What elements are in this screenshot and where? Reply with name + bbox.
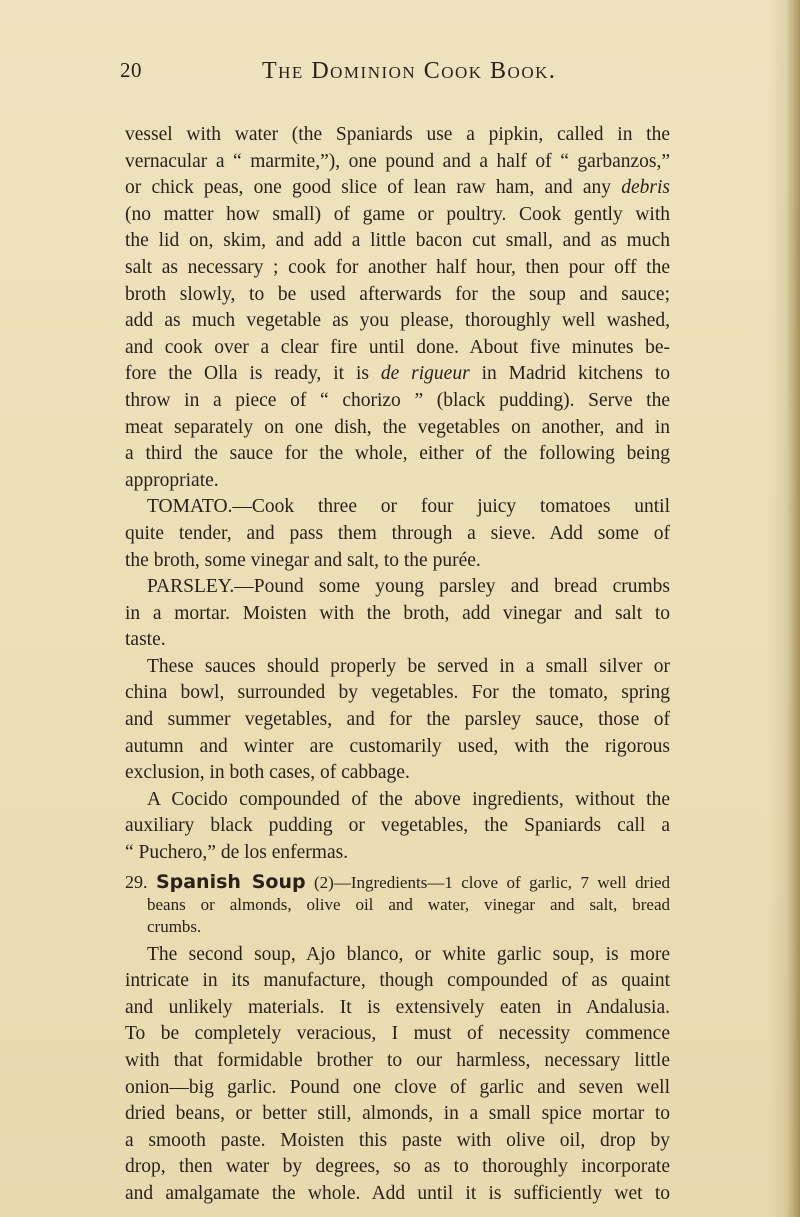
recipe-ingredients-first: (2)—Ingredients—1 clove of garlic, 7 well dried	[314, 872, 671, 892]
italic-term: debris	[621, 177, 670, 199]
text-line: a third the sauce for the whole, either of the following being	[125, 443, 670, 465]
page-edge-shadow	[786, 0, 800, 1217]
recipe-ingredients-line: crumbs.	[147, 916, 202, 936]
text-line: in a mortar. Moisten with the broth, add vinegar and salt to	[125, 602, 670, 624]
text-line: intricate in its manufacture, though compounded of as quaint	[125, 970, 670, 992]
text-line: china bowl, surrounded by vegetables. For the tomato, spring	[125, 682, 670, 704]
paragraph-serving	[125, 654, 670, 787]
recipe-ingredients-line: beans or almonds, olive oil and water, vinegar and salt, bread	[147, 894, 670, 914]
text-line: throw in a piece of “ chorizo ” (black pudding). Serve the	[125, 389, 670, 411]
paragraph-ajo-blanco	[125, 942, 670, 1208]
text-line: and summer vegetables, and for the parsley sauce, those of	[125, 709, 670, 731]
text-line: exclusion, in both cases, of cabbage.	[125, 762, 410, 784]
text-line: drop, then water by degrees, so as to thoroughly incorporate	[125, 1156, 670, 1178]
recipe-title: Spanish Soup	[155, 870, 306, 893]
text-line: PARSLEY.—Pound some young parsley and bread crumbs	[147, 576, 670, 598]
text-line: broth slowly, to be used afterwards for the soup and sauce;	[125, 283, 670, 305]
text-line: A Cocido compounded of the above ingredients, without the	[147, 788, 670, 810]
recipe-number: 29.	[125, 871, 148, 892]
text-line: and unlikely materials. It is extensively eaten in Andalusia.	[125, 996, 670, 1018]
running-header	[0, 58, 800, 98]
text-line: (no matter how small) of game or poultry. Cook gently with	[125, 203, 670, 225]
text-line: a smooth paste. Moisten this paste with olive oil, drop by	[125, 1129, 670, 1151]
text-line: dried beans, or better still, almonds, in a small spice mortar to	[125, 1103, 670, 1125]
text-line: The second soup, Ajo blanco, or white garlic soup, is more	[147, 943, 670, 965]
text-line: vernacular a “ marmite,”), one pound and a half of “ garbanzos,”	[125, 150, 670, 172]
text-line: These sauces should properly be served in a small silver or	[147, 655, 670, 677]
text-line: add as much vegetable as you please, thoroughly well washed,	[125, 310, 670, 332]
text-line: appropriate.	[125, 469, 219, 491]
text-line: “ Puchero,” de los enfermas.	[125, 842, 349, 864]
page-body	[125, 122, 670, 1208]
text-line: onion—big garlic. Pound one clove of garlic and seven well	[125, 1076, 670, 1098]
text-line: meat separately on one dish, the vegetables on another, and in	[125, 416, 670, 438]
text-line: quite tender, and pass them through a sieve. Add some of	[125, 522, 670, 544]
text-line: vessel with water (the Spaniards use a pipkin, called in the	[125, 124, 670, 145]
text-line: TOMATO.—Cook three or four juicy tomatoes until	[147, 496, 670, 518]
running-title: The Dominion Cook Book.	[262, 58, 557, 84]
text-line: auxiliary black pudding or vegetables, the Spaniards call a	[125, 815, 670, 837]
paragraph-tomato-sauce	[125, 494, 670, 574]
page-number: 20	[120, 58, 142, 82]
text-line: with that formidable brother to our harmless, necessary little	[125, 1050, 670, 1071]
recipe-spanish-soup	[125, 871, 670, 938]
italic-term: de rigueur	[380, 363, 470, 385]
text-line: autumn and winter are customarily used, with the rigorous	[125, 735, 670, 757]
text-line: and cook over a clear fire until done. About five minutes be-	[125, 336, 670, 358]
paragraph-olla	[125, 122, 670, 494]
text-line: the lid on, skim, and add a little bacon cut small, and as much	[125, 230, 670, 252]
text-line: taste.	[125, 629, 166, 651]
text-line: or chick peas, one good slice of lean raw ham, and any debris	[125, 177, 670, 199]
paragraph-parsley-sauce	[125, 574, 670, 654]
text-line: salt as necessary ; cook for another half hour, then pour off the	[125, 256, 670, 278]
text-line: fore the Olla is ready, it is de rigueur in Madrid kitchens to	[125, 363, 670, 385]
paragraph-cocido	[125, 787, 670, 867]
text-line: To be completely veracious, I must of necessity commence	[125, 1023, 670, 1045]
recipe-heading	[125, 871, 670, 894]
text-line: and amalgamate the whole. Add until it is sufficiently wet to	[125, 1182, 670, 1204]
text-line: the broth, some vinegar and salt, to the purée.	[125, 549, 481, 571]
